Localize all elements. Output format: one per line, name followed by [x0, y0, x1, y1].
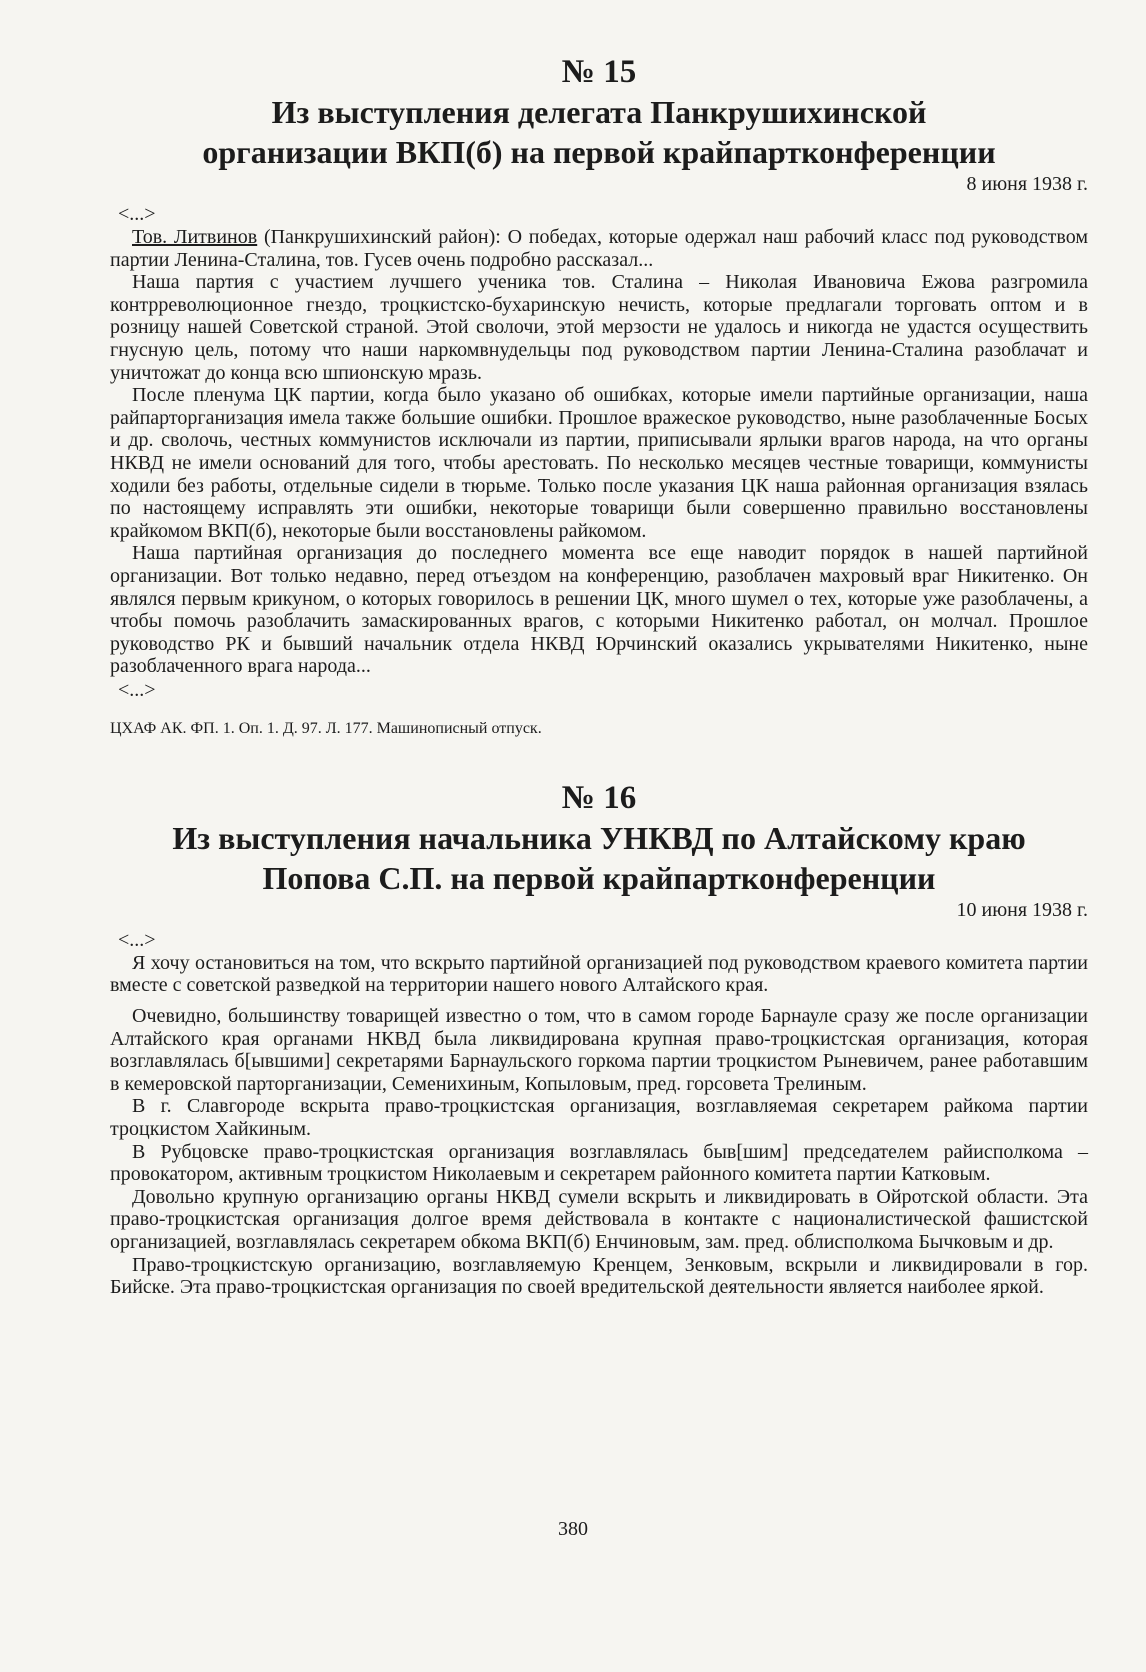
page-number: 380 [558, 1518, 588, 1540]
paragraph: Наша партийная организация до последнего момента все еще наводит порядок в нашей партийной организации. Вот только недавно, перед отъездом на конференцию, разоблачен махровый враг Никитенко. Он являлся первым крикуном, о которых говорилось в решении ЦК, много шумел о тех, которые уже разоблачены, а чтобы помочь разоблачить замаскированных врагов, с которыми Никитенко работал, он молчал. Прошлое руководство РК и бывший начальник отдела НКВД Юрчинский оказались укрывателями Никитенко, ныне разоблаченного врага народа... [110, 542, 1088, 678]
paragraph: Право-троцкистскую организацию, возглавляемую Кренцем, Зенковым, вскрыли и ликвидировали в гор. Бийске. Эта право-троцкистская организация по своей вредительской деятельности является наиболее яркой. [110, 1253, 1088, 1299]
paragraph [110, 226, 1088, 271]
document-date: 8 июня 1938 г. [966, 173, 1088, 195]
document-title-line2: Попова С.П. на первой крайпартконференции [262, 859, 936, 896]
paragraph: Наша партия с участием лучшего ученика тов. Сталина – Николая Ивановича Ежова разгромила контрреволюционное гнездо, троцкистско-бухаринскую нечисть, которые предлагали торговать оптом и в розницу нашей Советской страной. Этой сволочи, этой мерзости не удалось и никогда не удастся осуществить гнусную цель, потому что наши наркомвнудельцы под руководством партии Ленина-Сталина разоблачат и уничтожат до конца всю шпионскую мразь. [110, 271, 1088, 384]
document-title-line1: Из выступления делегата Панкрушихинской [271, 94, 927, 130]
document-number: № 15 [561, 54, 637, 90]
document-title-line2: организации ВКП(б) на первой крайпартконференции [202, 134, 996, 170]
paragraph: Довольно крупную организацию органы НКВД сумели вскрыть и ликвидировать в Ойротской области. Эта право-троцкистская организация долгое время действовала в контакте с националистической фашистской организацией, возглавлялась секретарем обкома ВКП(б) Енчиновым, зам. пред. облисполкома Бычковым и др. [110, 1185, 1088, 1253]
page-content [110, 52, 1088, 1299]
document-number: № 16 [561, 779, 637, 816]
document-16 [110, 778, 1088, 1299]
paragraph: После пленума ЦК партии, когда было указано об ошибках, которые имели партийные организации, наша райпарторганизация имела также большие ошибки. Прошлое вражеское руководство, ныне разоблаченные Босых и др. сволочь, честных коммунистов исключали из партии, приписывали ярлыки врагов народа, на что органы НКВД не имели оснований для того, чтобы арестовать. По несколько месяцев честные товарищи, коммунисты ходили без работы, отдельные сидели в тюрьме. Только после указания ЦК наша районная организация взялась по настоящему исправлять эти ошибки, некоторые товарищи были совершенно правильно восстановлены крайкомом ВКП(б), некоторые были восстановлены райкомом. [110, 384, 1088, 542]
paragraph: В г. Славгороде вскрыта право-троцкистская организация, возглавляемая секретарем райкома партии троцкистом Хайкиным. [110, 1095, 1088, 1141]
paragraph-text: (Панкрушихинский район): О победах, которые одержал наш рабочий класс под руководством партии Ленина-Сталина, тов. Гусев очень подробно рассказал... [110, 226, 1088, 271]
omission-mark: <...> [118, 678, 156, 701]
document-date: 10 июня 1938 г. [956, 898, 1088, 921]
omission-mark: <...> [118, 928, 156, 951]
document-title-line1: Из выступления начальника УНКВД по Алтайскому краю [172, 819, 1026, 856]
paragraph: В Рубцовске право-троцкистская организация возглавлялась быв[шим] председателем райисполкома – провокатором, активным троцкистом Николаевым и секретарем районного комитета партии Катковым. [110, 1140, 1088, 1186]
speaker-name: Тов. Литвинов [132, 226, 258, 248]
paragraph: Очевидно, большинству товарищей известно о том, что в самом городе Барнауле сразу же после организации Алтайского края органами НКВД была ликвидирована крупная право-троцкистская организация, которая возглавлялась б[ывшими] секретарями Барнаульского горкома партии троцкистом Рыневичем, ранее работавшим в кемеровской парторганизации, Семенихиным, Копыловым, пред. горсовета Трелиным. [110, 1005, 1088, 1095]
archive-source: ЦХАФ АК. ФП. 1. Оп. 1. Д. 97. Л. 177. Машинописный отпуск. [110, 719, 542, 737]
document-15 [110, 52, 1088, 740]
paragraph: Я хочу остановиться на том, что вскрыто партийной организацией под руководством краевого комитета партии вместе с советской разведкой на территории нашего нового Алтайского края. [110, 951, 1088, 997]
omission-mark: <...> [118, 203, 156, 225]
